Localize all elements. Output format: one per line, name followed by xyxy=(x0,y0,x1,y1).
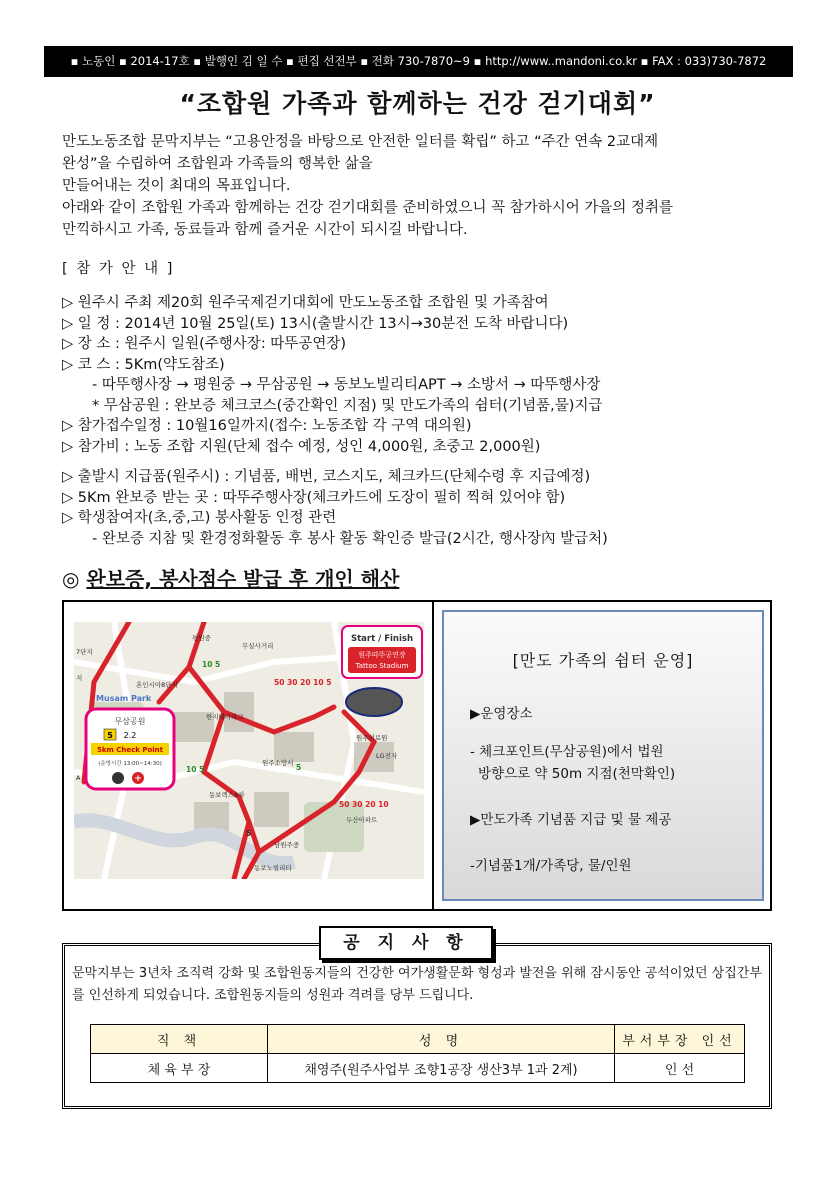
panel-divider xyxy=(432,602,434,909)
guide-item: ▷ 코 스 : 5Km(약도참조) xyxy=(62,356,225,373)
place-label: LG전자 xyxy=(376,752,398,760)
notice-title: 공 지 사 항 xyxy=(319,926,493,960)
shelter-line: ▶만도가족 기념품 지급 및 물 제공 xyxy=(470,812,672,828)
table-cell: 인 선 xyxy=(615,1054,745,1083)
intro-line: 완성”을 수립하여 조합원과 가족들의 행복한 삶을 xyxy=(62,156,373,172)
shelter-info-box xyxy=(442,610,764,901)
start-finish-callout xyxy=(342,626,422,678)
stadium-name-en: Tattoo Stadium xyxy=(355,662,409,670)
start-finish-label: Start / Finish xyxy=(351,634,413,644)
guide-item: ▷ 참가접수일정 : 10월16일까지(접수: 노동조합 각 구역 대의원) xyxy=(62,418,472,434)
column-header: 부서부장 인선 xyxy=(615,1025,745,1054)
park-label: Musam Park xyxy=(96,694,152,703)
place-label: 두산아파트 xyxy=(346,816,378,824)
table-cell: 채영주(원주사업부 조향1공장 생산3부 1과 2계) xyxy=(268,1054,615,1083)
place-label: 혼인시아8단지 xyxy=(136,681,178,689)
intro-line: 만끽하시고 가족, 동료들과 함께 즐거운 시간이 되시길 바랍니다. xyxy=(62,222,468,238)
dismiss-text: 완보증, 봉사점수 발급 후 개인 해산 xyxy=(86,567,400,591)
place-label: 무실사거리 xyxy=(242,642,274,650)
guide-item: ▷ 일 정 : 2014년 10월 25일(토) 13시(출발시간 13시→30분전 도착 바랍니다) xyxy=(62,315,569,332)
table-header-row xyxy=(91,1025,745,1054)
checkpoint-hours: (운영시간 13:00~14:30) xyxy=(98,761,162,767)
guide-item: ▷ 원주시 주최 제20회 원주국제걷기대회에 만도노동조합 조합원 및 가족참여 xyxy=(62,295,549,311)
stadium-name-ko: 원주따뚜공연장 xyxy=(358,651,406,659)
page-title: “조합원 가족과 함께하는 건강 걷기대회” xyxy=(179,89,656,118)
shelter-title: [만도 가족의 쉼터 운영] xyxy=(512,651,694,670)
stadium-icon xyxy=(346,688,402,716)
shelter-line: -기념품1개/가족당, 물/인원 xyxy=(470,858,632,874)
guide-subitem: - 따뚜행사장 → 평원중 → 무삼공원 → 동보노빌리티APT → 소방서 → 따뚜행사장 xyxy=(92,377,601,393)
guide-subitem: - 완보증 지참 및 환경정화활동 후 봉사 활동 확인증 발급(2시간, 행사장內 발급처) xyxy=(92,530,608,547)
shelter-line: ▶운영장소 xyxy=(470,706,533,722)
column-header: 직 책 xyxy=(91,1025,268,1054)
checkpoint-callout xyxy=(86,709,174,789)
dismiss-notice xyxy=(62,563,399,592)
place-label: A xyxy=(76,774,81,782)
table-row xyxy=(91,1054,745,1083)
place-label: 원주의료원 xyxy=(356,734,388,742)
guide-item: ▷ 참가비 : 노동 조합 지원(단체 접수 예정, 성인 4,000원, 초중고 2,000원) xyxy=(62,438,541,455)
checkpoint-km: 2.2 xyxy=(123,731,137,740)
course-map-panel xyxy=(62,600,772,911)
circle-dot-icon: ◎ xyxy=(62,567,80,591)
intro-line: 아래와 같이 조합원 가족과 함께하는 건강 걷기대회를 준비하였으니 꼭 참가하시어 가을의 정취를 xyxy=(62,200,673,216)
shelter-line: - 체크포인트(무삼공원)에서 법원 xyxy=(470,744,664,760)
place-label: 지 xyxy=(76,674,83,682)
course-map-svg xyxy=(74,622,424,879)
checkpoint-course-marker: 5 xyxy=(107,731,113,740)
distance-marker-5-b: 5 xyxy=(246,829,252,838)
guide-item: ▷ 출발시 지급품(원주시) : 기념품, 배번, 코스지도, 체크카드(단체수령 후 지급예정) xyxy=(62,469,591,485)
place-label: 동보노빌리티 xyxy=(254,864,292,872)
guide-subitem: * 무삼공원 : 완보증 체크코스(중간확인 지점) 및 만도가족의 쉼터(기념품,물)지급 xyxy=(92,397,603,414)
notice-text: 문막지부는 3년차 조직력 강화 및 조합원동지들의 건강한 여가생활문화 형성과 발전을 위해 잠시동안 공석이었던 상집간부를 인선하게 되었습니다. 조합원동지들의 성원과 격려를 당부 드립니다. xyxy=(72,966,762,1003)
shelter-line: 방향으로 약 50m 지점(천막확인) xyxy=(478,766,676,782)
place-label: 7단지 xyxy=(76,648,93,656)
intro-line: 만도노동조합 문막지부는 “고용안정을 바탕으로 안전한 일터를 확립” 하고 “주간 연속 2교대제 xyxy=(62,134,659,150)
column-header: 성 명 xyxy=(268,1025,615,1054)
place-label: 원주소방서 xyxy=(262,759,294,767)
distance-marker-10-5-b: 10 5 xyxy=(186,765,205,774)
newsletter-header: ▪ 노동인 ▪ 2014-17호 ▪ 발행인 김 일 수 ▪ 편집 선전부 ▪ 전화 730-7870~9 ▪ http://www..mandoni.co.kr ▪ FAX : 033)730-7872 xyxy=(44,46,793,77)
restroom-icon xyxy=(112,772,124,784)
guide-item: ▷ 5Km 완보증 받는 곳 : 따뚜주행사장(체크카드에 도장이 필히 찍혀 있어야 함) xyxy=(62,489,566,506)
table-cell: 체 육 부 장 xyxy=(91,1054,268,1083)
guide-heading: [ 참 가 안 내 ] xyxy=(62,261,175,277)
guide-item: ▷ 장 소 : 원주시 일원(주행사장: 따뚜공연장) xyxy=(62,336,347,352)
distance-marker-5: 5 xyxy=(296,763,302,772)
appointment-table xyxy=(90,1024,745,1083)
course-map xyxy=(74,622,424,879)
place-label: 동보렉스9차 xyxy=(209,791,245,799)
guide-list xyxy=(62,293,792,549)
svg-text:+: + xyxy=(134,774,142,784)
checkpoint-label: 5km Check Point xyxy=(96,746,164,754)
checkpoint-name: 무삼공원 xyxy=(114,717,146,726)
place-label: 한지테마파크 xyxy=(206,713,244,721)
distance-marker-row-2: 50 30 20 10 xyxy=(339,800,389,809)
distance-marker-10-5: 10 5 xyxy=(202,660,221,669)
place-label: 남원주중 xyxy=(274,841,300,849)
intro-line: 만들어내는 것이 최대의 목표입니다. xyxy=(62,178,291,194)
guide-item: ▷ 학생참여자(초,중,고) 봉사활동 인정 관련 xyxy=(62,510,337,526)
place-label: 평원중 xyxy=(192,634,211,642)
intro-paragraph xyxy=(62,131,778,241)
distance-marker-row: 50 30 20 10 5 xyxy=(274,678,332,687)
